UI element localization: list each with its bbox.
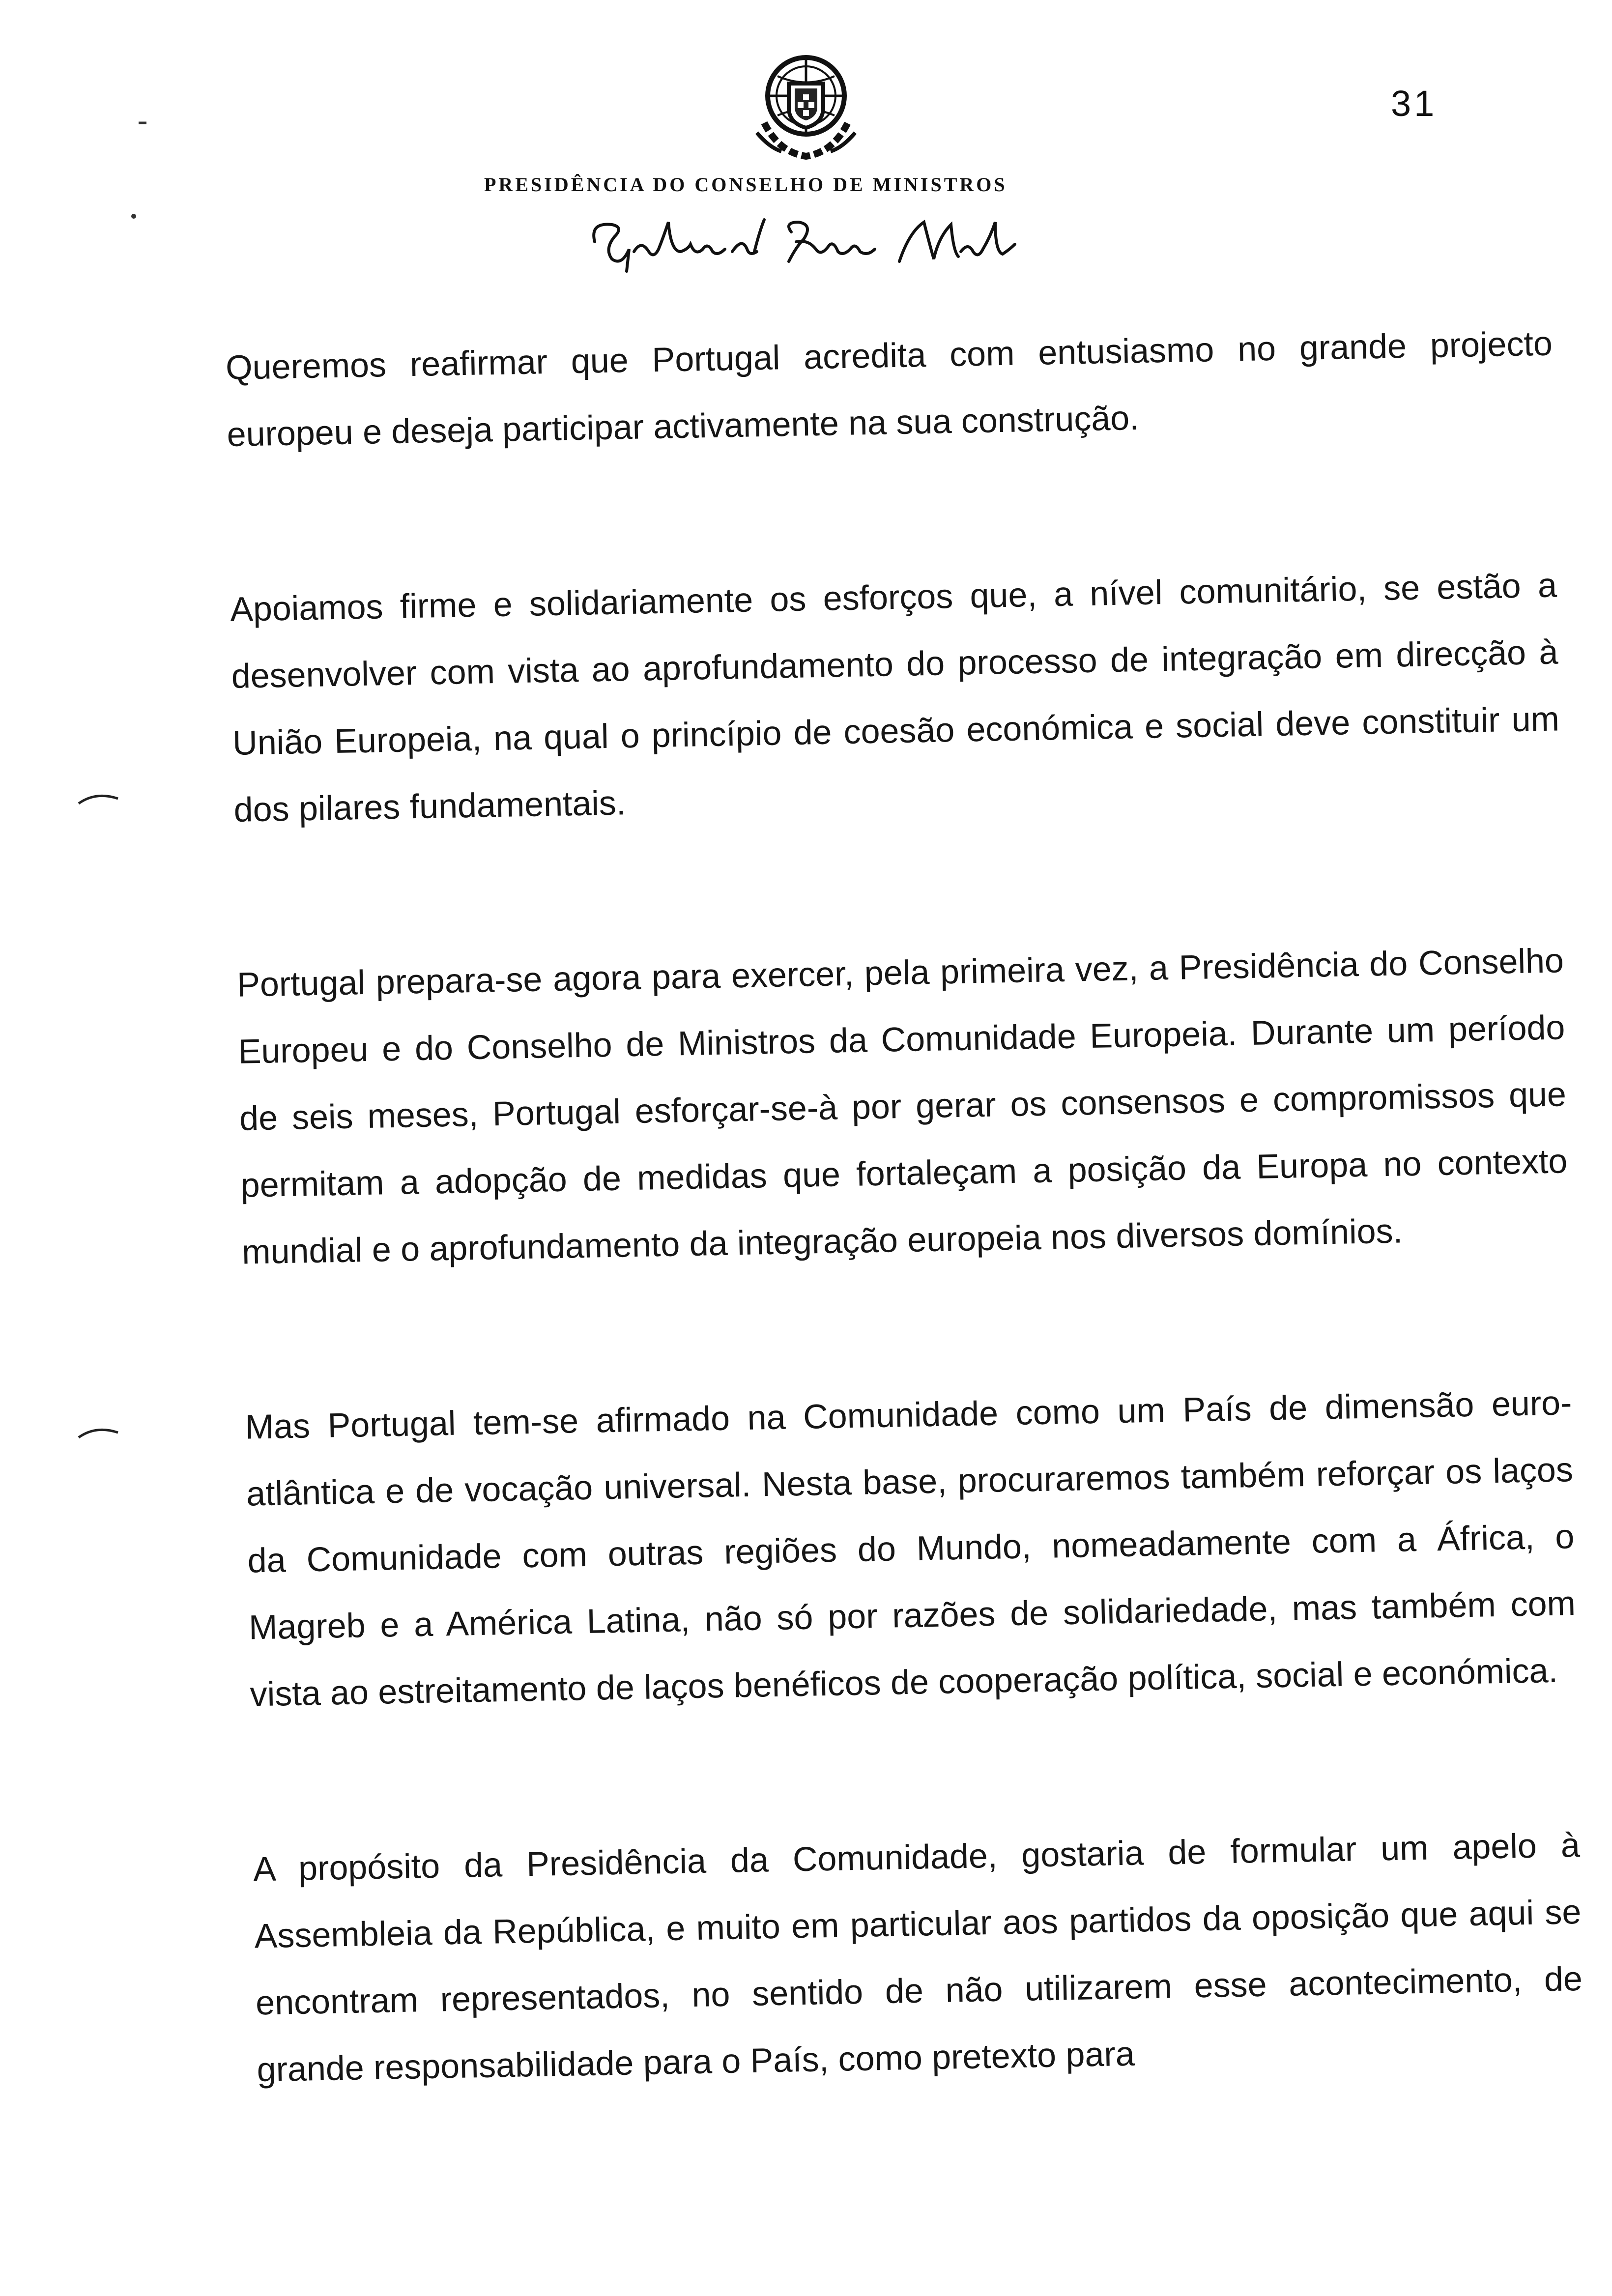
letter-body (225, 310, 1584, 2103)
cabinet-script-signature (585, 202, 1027, 276)
scan-dot-icon (129, 211, 139, 221)
paragraph-1: Queremos reafirmar que Portugal acredita com entusiasmo no grande projecto europeu e deseja participar activamente na sua construção. (225, 324, 1553, 454)
paragraph-2: Apoiamos firme e solidariamente os esforços que, a nível comunitário, se estão a desenvolver com vista ao aprofundamento do processo de integração em direcção à União Europeia, na qual o princípio de coesão económica e social deve constituir um dos pilares fundamentais. (230, 566, 1560, 829)
page-number: 31 (1391, 83, 1438, 124)
coat-of-arms-icon (740, 49, 872, 167)
scan-dot-icon (138, 118, 147, 128)
margin-mark-icon (76, 791, 120, 806)
office-name: PRESIDÊNCIA DO CONSELHO DE MINISTROS (484, 173, 1008, 196)
margin-mark-icon (76, 1425, 120, 1440)
paragraph-5: A propósito da Presidência da Comunidade, gostaria de formular um apelo à Assembleia da República, e muito em particular aos partidos da oposição que aqui se encontram representados, no sentido de não utilizarem esse acontecimento, de grande responsabilidade para o País, como pretexto para (253, 1826, 1583, 2089)
paragraph-4: Mas Portugal tem-se afirmado na Comunidade como um País de dimensão euro-atlântica e de vocação universal. Nesta base, procuraremos também reforçar os laços da Comunidade com outras regiões do Mundo, nomeadamente com a África, o Magreb e a América Latina, não só por razões de solidariedade, mas também com vista ao estreitamento de laços benéficos de cooperação política, social e económica. (245, 1383, 1576, 1714)
handwritten-cabinet-icon (585, 202, 1027, 276)
paragraph-3: Portugal prepara-se agora para exercer, pela primeira vez, a Presidência do Conselho Europeu e do Conselho de Ministros da Comunidade Europeia. Durante um período de seis meses, Portugal esforçar-se-à por gerar os consensos e compromissos que permitam a adopção de medidas que fortaleçam a posição da Europa no contexto mundial e o aprofundamento da integração europeia nos diversos domínios. (236, 941, 1568, 1271)
